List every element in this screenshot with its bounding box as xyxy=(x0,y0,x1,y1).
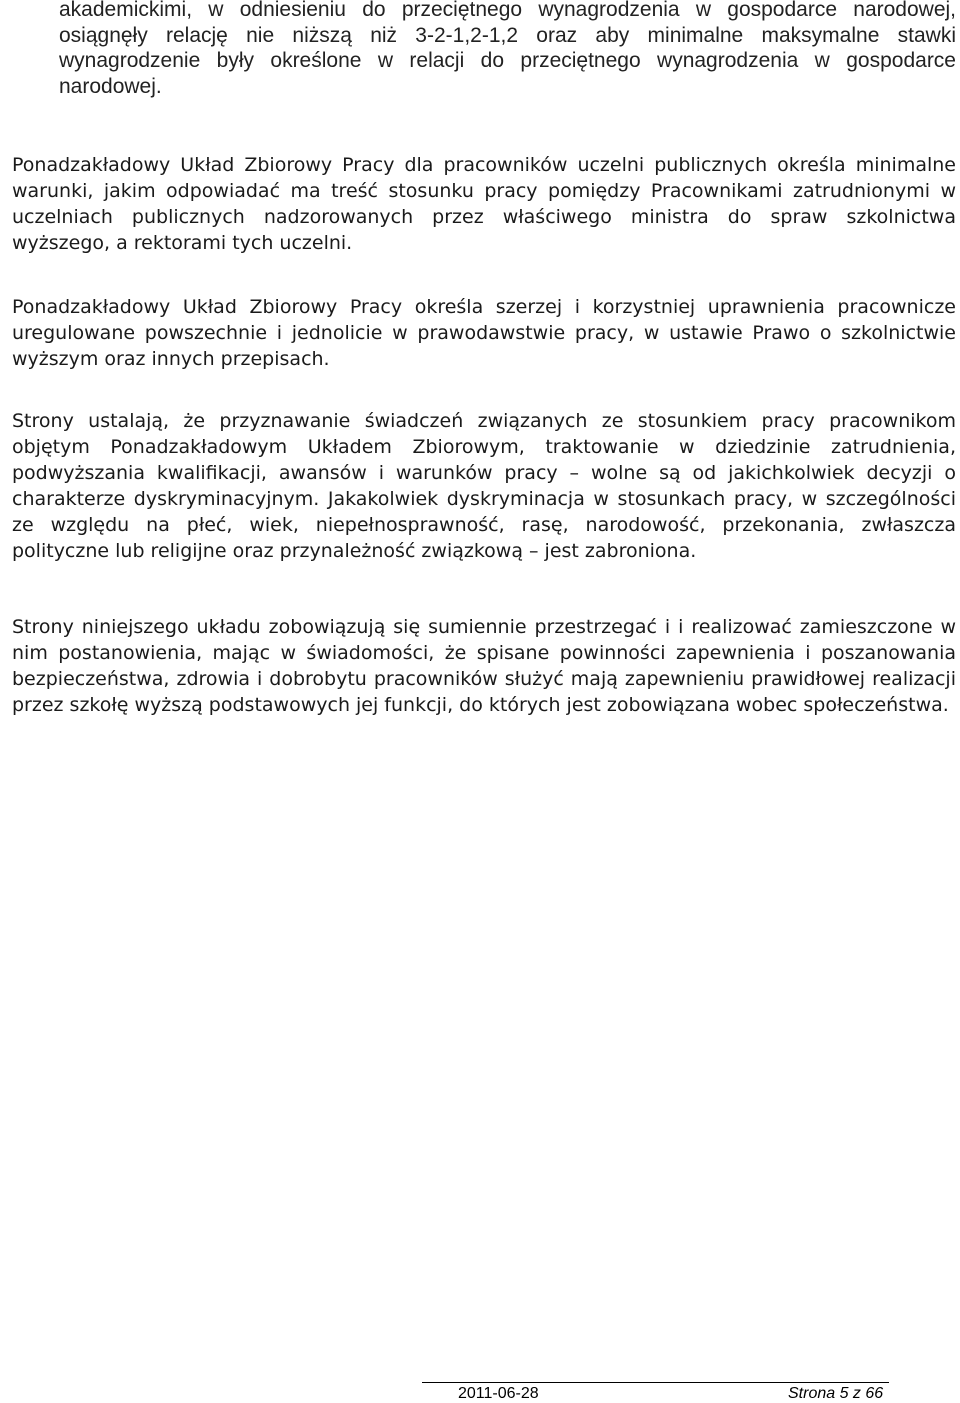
paragraph-rights: Ponadzakładowy Układ Zbiorowy Pracy określa szerzej i korzystniej uprawnienia pracownicze uregulowane powszechnie i jednolicie w prawodawstwie pracy, w ustawie Prawo o szkolnictwie wyższym oraz innych przepisach. xyxy=(12,296,956,370)
paragraph-obligations: Strony niniejszego układu zobowiązują się sumiennie przestrzegać i i realizować zamieszczone w nim postanowienia, mając w świadomości, że spisane powinności zapewnienia i poszanowania bezpieczeństwa, zdrowia i dobrobytu pracowników służyć mają zapewnieniu prawidłowej realizacji przez szkołę wyższą podstawowych jej funkcji, do których jest zobowiązana wobec społeczeństwa. xyxy=(12,616,956,716)
paragraph-scope: Ponadzakładowy Układ Zbiorowy Pracy dla pracowników uczelni publicznych określa minimalne warunki, jakim odpowiadać ma treść stosunku pracy pomiędzy Pracownikami zatrudnionymi w uczelniach publicznych nadzorowanych przez właściwego ministra do spraw szkolnictwa wyższego, a rektorami tych uczelni. xyxy=(12,154,956,254)
footer-page-number: Strona 5 z 66 xyxy=(788,1385,884,1402)
footer-date: 2011-06-28 xyxy=(458,1385,539,1402)
footer-divider xyxy=(422,1382,889,1383)
paragraph-non-discrimination: Strony ustalają, że przyznawanie świadczeń związanych ze stosunkiem pracy pracownikom objętym Ponadzakładowym Układem Zbiorowym, traktowanie w dziedzinie zatrudnienia, podwyższania kwalifikacji, awansów i warunków pracy – wolne są od jakichkolwiek decyzji o charakterze dyskryminacyjnym. Jakakolwiek dyskryminacja w stosunkach pracy, w szczególności ze względu na płeć, wiek, niepełnosprawność, rasę, narodowość, przekonania, zwłaszcza polityczne lub religijne oraz przynależność związkową – jest zabroniona. xyxy=(12,410,956,562)
paragraph-continuation: akademickimi, w odniesieniu do przeciętnego wynagrodzenia w gospodarce narodowej, osiągnęły relację nie niższą niż 3-2-1,2-1,2 oraz aby minimalne maksymalne stawki wynagrodzenie były określone w relacji do przeciętnego wynagrodzenia w gospodarce narodowej. xyxy=(59,0,956,98)
